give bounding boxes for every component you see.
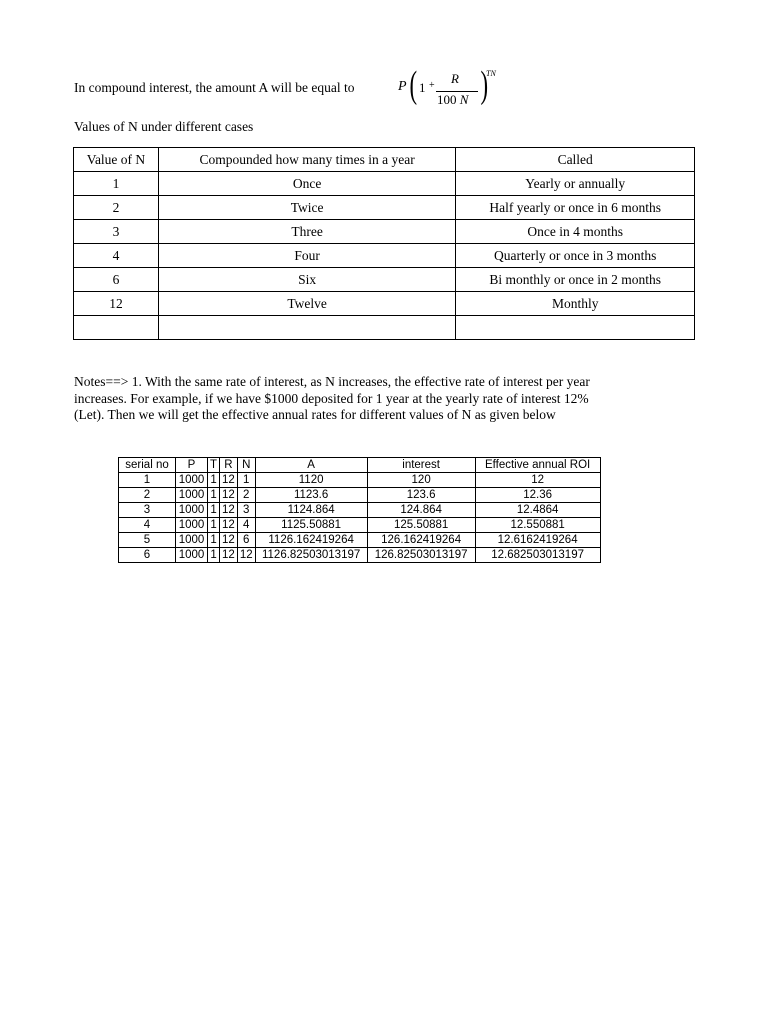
roi-cell: 3 bbox=[237, 503, 255, 518]
formula-numerator: R bbox=[451, 71, 459, 86]
roi-cell: 3 bbox=[119, 503, 176, 518]
roi-row bbox=[119, 533, 601, 548]
formula-exponent: TN bbox=[486, 69, 496, 78]
roi-cell: 12.6162419264 bbox=[475, 533, 600, 548]
roi-cell: 1123.6 bbox=[255, 488, 367, 503]
cases-cell: 3 bbox=[74, 220, 159, 244]
cases-row bbox=[74, 172, 695, 196]
roi-cell: 1124.864 bbox=[255, 503, 367, 518]
roi-row bbox=[119, 548, 601, 563]
cases-cell: Bi monthly or once in 2 months bbox=[456, 268, 695, 292]
intro-text: In compound interest, the amount A will be equal to bbox=[74, 80, 355, 95]
compound-interest-formula bbox=[398, 66, 508, 116]
roi-cell: 1 bbox=[208, 548, 220, 563]
cases-cell: 12 bbox=[74, 292, 159, 316]
roi-cell: 6 bbox=[119, 548, 176, 563]
roi-cell: 1000 bbox=[176, 518, 208, 533]
roi-cell: 125.50881 bbox=[367, 518, 475, 533]
cases-cell: Monthly bbox=[456, 292, 695, 316]
roi-row bbox=[119, 473, 601, 488]
roi-cell: 12 bbox=[220, 548, 238, 563]
roi-header-cell: Effective annual ROI bbox=[475, 458, 600, 473]
roi-header-row bbox=[119, 458, 601, 473]
roi-cell: 1000 bbox=[176, 503, 208, 518]
roi-cell: 12.550881 bbox=[475, 518, 600, 533]
roi-row bbox=[119, 518, 601, 533]
formula-principal: P bbox=[398, 79, 407, 94]
cases-cell: Six bbox=[158, 268, 456, 292]
roi-cell: 126.162419264 bbox=[367, 533, 475, 548]
notes-line: Notes==> 1. With the same rate of interest, as N increases, the effective rate of interest per year bbox=[74, 374, 590, 389]
roi-header-cell: interest bbox=[367, 458, 475, 473]
cases-cell: 2 bbox=[74, 196, 159, 220]
cases-cell: Three bbox=[158, 220, 456, 244]
roi-cell: 12.36 bbox=[475, 488, 600, 503]
intro-line bbox=[74, 66, 634, 116]
formula-left-paren: ( bbox=[409, 64, 418, 106]
roi-cell: 1000 bbox=[176, 488, 208, 503]
effective-roi-table bbox=[118, 457, 601, 563]
cases-row bbox=[74, 220, 695, 244]
roi-cell: 1126.82503013197 bbox=[255, 548, 367, 563]
roi-cell: 1 bbox=[237, 473, 255, 488]
roi-cell: 120 bbox=[367, 473, 475, 488]
roi-header-cell: N bbox=[237, 458, 255, 473]
roi-cell: 1125.50881 bbox=[255, 518, 367, 533]
notes-line: increases. For example, if we have $1000 deposited for 1 year at the yearly rate of interest 12% bbox=[74, 390, 589, 406]
roi-cell: 1 bbox=[208, 533, 220, 548]
roi-header-cell: A bbox=[255, 458, 367, 473]
cases-header-cell: Value of N bbox=[74, 148, 159, 172]
roi-cell: 12 bbox=[237, 548, 255, 563]
formula-denominator-number: 100 bbox=[437, 92, 457, 107]
roi-cell: 1 bbox=[208, 503, 220, 518]
roi-cell: 1 bbox=[119, 473, 176, 488]
roi-cell: 126.82503013197 bbox=[367, 548, 475, 563]
cases-row bbox=[74, 268, 695, 292]
cases-cell bbox=[74, 316, 159, 340]
roi-cell: 1000 bbox=[176, 548, 208, 563]
cases-header-cell: Called bbox=[456, 148, 695, 172]
cases-header-cell: Compounded how many times in a year bbox=[158, 148, 456, 172]
roi-row bbox=[119, 488, 601, 503]
roi-cell: 124.864 bbox=[367, 503, 475, 518]
roi-cell: 12 bbox=[220, 533, 238, 548]
roi-cell: 4 bbox=[119, 518, 176, 533]
roi-cell: 12 bbox=[220, 503, 238, 518]
roi-cell: 1000 bbox=[176, 473, 208, 488]
cases-cell: Half yearly or once in 6 months bbox=[456, 196, 695, 220]
formula-plus: + bbox=[429, 80, 435, 91]
roi-cell: 4 bbox=[237, 518, 255, 533]
roi-header-cell: T bbox=[208, 458, 220, 473]
roi-header-cell: serial no bbox=[119, 458, 176, 473]
roi-cell: 5 bbox=[119, 533, 176, 548]
cases-header-row bbox=[74, 148, 695, 172]
cases-row-empty bbox=[74, 316, 695, 340]
roi-cell: 1 bbox=[208, 488, 220, 503]
roi-cell: 2 bbox=[237, 488, 255, 503]
formula-denominator bbox=[437, 92, 468, 108]
cases-cell: Once bbox=[158, 172, 456, 196]
cases-cell: 4 bbox=[74, 244, 159, 268]
formula-denominator-var: N bbox=[459, 92, 469, 107]
formula-right-paren: ) bbox=[480, 64, 489, 106]
roi-cell: 2 bbox=[119, 488, 176, 503]
cases-cell: Yearly or annually bbox=[456, 172, 695, 196]
roi-row bbox=[119, 503, 601, 518]
roi-cell: 12 bbox=[220, 518, 238, 533]
notes-line: (Let). Then we will get the effective annual rates for different values of N as given below bbox=[74, 407, 556, 422]
roi-cell: 12 bbox=[220, 473, 238, 488]
roi-cell: 123.6 bbox=[367, 488, 475, 503]
cases-cell: Once in 4 months bbox=[456, 220, 695, 244]
cases-table bbox=[73, 147, 695, 340]
cases-cell bbox=[158, 316, 456, 340]
cases-cell: 1 bbox=[74, 172, 159, 196]
roi-header-cell: P bbox=[176, 458, 208, 473]
notes-paragraph bbox=[74, 374, 674, 424]
cases-row bbox=[74, 244, 695, 268]
roi-cell: 12 bbox=[475, 473, 600, 488]
roi-cell: 1120 bbox=[255, 473, 367, 488]
roi-header-cell: R bbox=[220, 458, 238, 473]
roi-cell: 12.682503013197 bbox=[475, 548, 600, 563]
roi-cell: 1000 bbox=[176, 533, 208, 548]
cases-cell: Quarterly or once in 3 months bbox=[456, 244, 695, 268]
cases-cell: Twice bbox=[158, 196, 456, 220]
cases-cell: Four bbox=[158, 244, 456, 268]
cases-row bbox=[74, 196, 695, 220]
cases-row bbox=[74, 292, 695, 316]
cases-heading: Values of N under different cases bbox=[74, 119, 254, 134]
roi-cell: 12.4864 bbox=[475, 503, 600, 518]
roi-cell: 12 bbox=[220, 488, 238, 503]
formula-one: 1 bbox=[419, 80, 426, 95]
roi-cell: 1 bbox=[208, 473, 220, 488]
cases-cell: 6 bbox=[74, 268, 159, 292]
cases-cell: Twelve bbox=[158, 292, 456, 316]
cases-cell bbox=[456, 316, 695, 340]
roi-cell: 1126.162419264 bbox=[255, 533, 367, 548]
roi-cell: 6 bbox=[237, 533, 255, 548]
roi-cell: 1 bbox=[208, 518, 220, 533]
